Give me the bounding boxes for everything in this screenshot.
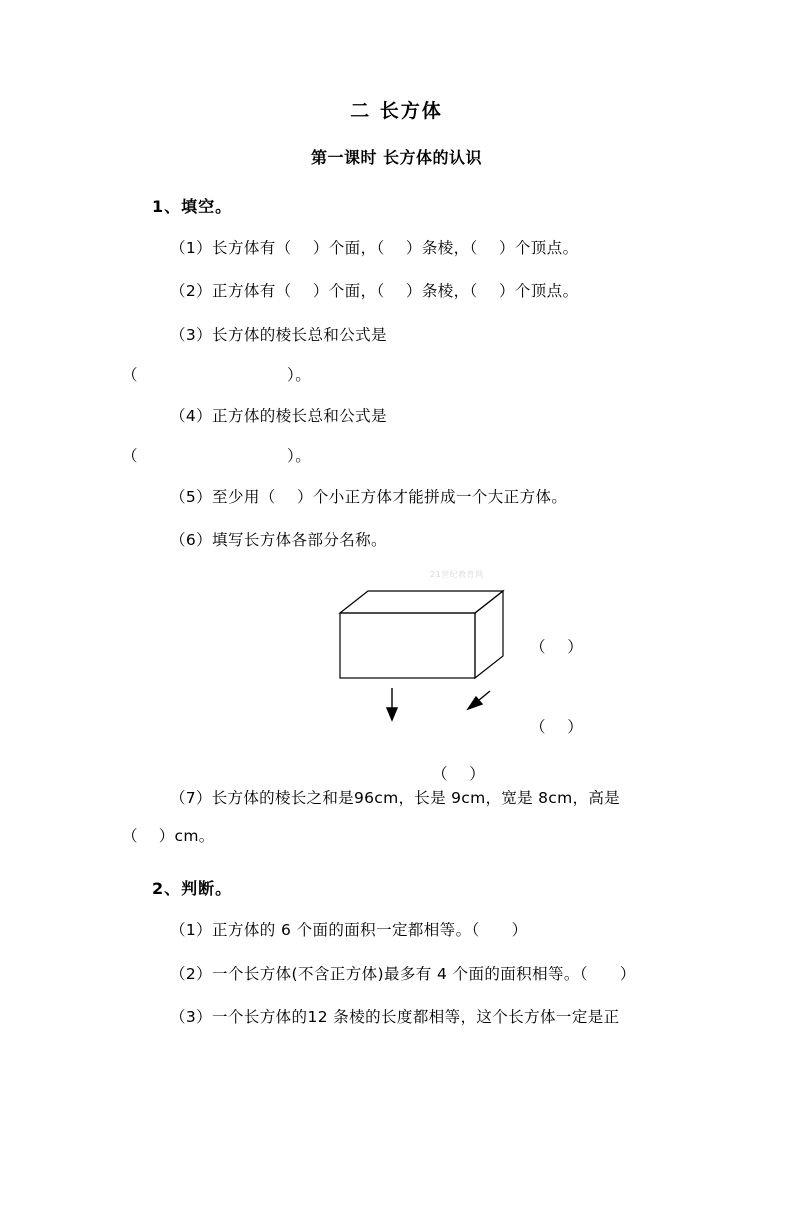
question-2-1: （1）正方体的 6 个面的面积一定都相等。（ ） [170, 921, 528, 940]
figure-label-bottom: （ ） [432, 764, 486, 783]
section-heading-fill-in-blanks: 1、填空。 [152, 197, 233, 216]
question-1-2: （2）正方体有（ ）个面，（ ）条棱，（ ）个顶点。 [170, 282, 579, 301]
question-1-4: （4）正方体的棱长总和公式是 [170, 406, 387, 425]
page-title: 二 长方体 [350, 100, 443, 122]
worksheet-page [0, 96, 793, 1218]
page-subtitle: 第一课时 长方体的认识 [310, 148, 483, 167]
question-1-3: （3）长方体的棱长总和公式是 [170, 325, 387, 344]
figure-label-middle: （ ） [530, 717, 584, 736]
cuboid-diagram-svg [330, 583, 570, 783]
section-heading-true-false: 2、判断。 [152, 879, 233, 899]
answer-blank-1: （ ）。 [122, 365, 312, 384]
question-2-3: （3）一个长方体的12 条棱的长度都相等，这个长方体一定是正 [170, 1007, 620, 1026]
cuboid-figure [0, 563, 793, 783]
question-1-7-continued: （ ）cm。 [122, 827, 215, 846]
question-1-5: （5）至少用（ ）个小正方体才能拼成一个大正方体。 [170, 488, 568, 506]
question-1-7: （7）长方体的棱长之和是96cm，长是 9cm，宽是 8cm，高是 [170, 788, 620, 807]
question-1-6: （6）填写长方体各部分名称。 [170, 531, 387, 550]
question-1-1: （1）长方体有（ ）个面，（ ）条棱，（ ）个顶点。 [170, 239, 579, 257]
figure-label-right: （ ） [530, 637, 584, 656]
answer-blank-2: （ ）。 [122, 447, 312, 465]
question-2-2: （2）一个长方体(不含正方体)最多有 4 个面的面积相等。（ ） [170, 964, 636, 983]
watermark-text: 21世纪教育网 [430, 569, 484, 579]
